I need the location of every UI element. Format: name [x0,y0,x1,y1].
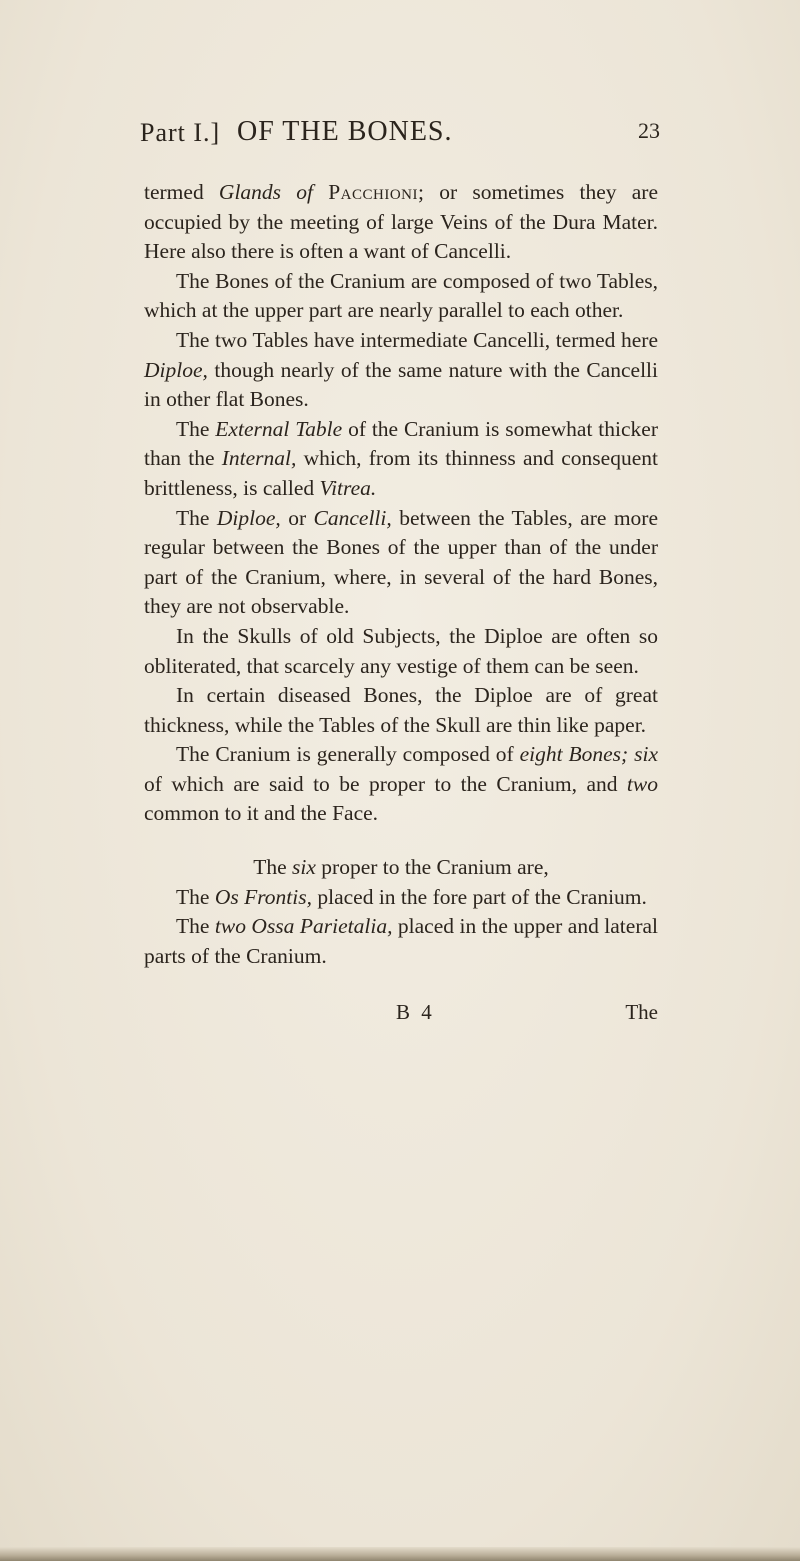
paragraph-6: In the Skulls of old Subjects, the Diploe are often so obliterated, that scarcely any vestige of them can be seen. [144,623,658,678]
running-header [140,118,660,158]
page-edge [0,1547,800,1561]
paragraph-3: The two Tables have intermediate Cancelli, termed here Diploe, though nearly of the same nature with the Cancelli in other flat Bones. [144,327,658,412]
paragraph-4: The External Table of the Cranium is somewhat thicker than the Internal, which, from its thinness and consequent brittleness, is called Vitrea. [144,416,658,500]
part-label: Part I.] [140,118,221,147]
page-title: OF THE BONES. [237,116,453,147]
catchword: The [625,1000,658,1024]
paragraph-7: In certain diseased Bones, the Diploe are of great thickness, while the Tables of the Skull are thin like paper. [144,683,658,737]
paragraph-11: The two Ossa Parietalia, placed in the upper and lateral parts of the Cranium. [144,914,658,968]
signature-mark: B 4 [396,1000,435,1024]
paragraph-1: termed Glands of Pacchioni; or sometimes they are occupied by the meeting of large Veins of the Dura Mater. Here also there is often a want of Cancelli. [144,180,659,264]
paragraph-5: The Diploe, or Cancelli, between the Tables, are more regular between the Bones of the upper than of the under part of the Cranium, where, in several of the hard Bones, they are not observable. [144,505,658,619]
paragraph-9: The six proper to the Cranium are, [253,855,549,880]
paragraph-10: The Os Frontis, placed in the fore part of the Cranium. [176,884,647,909]
body-text [144,178,658,971]
page-number: 23 [638,118,660,143]
paragraph-2: The Bones of the Cranium are composed of two Tables, which at the upper part are nearly parallel to each other. [144,268,658,323]
page-footer [144,1000,658,1030]
paragraph-8: The Cranium is generally composed of eight Bones; six of which are said to be proper to the Cranium, and two common to it and the Face. [144,742,658,826]
